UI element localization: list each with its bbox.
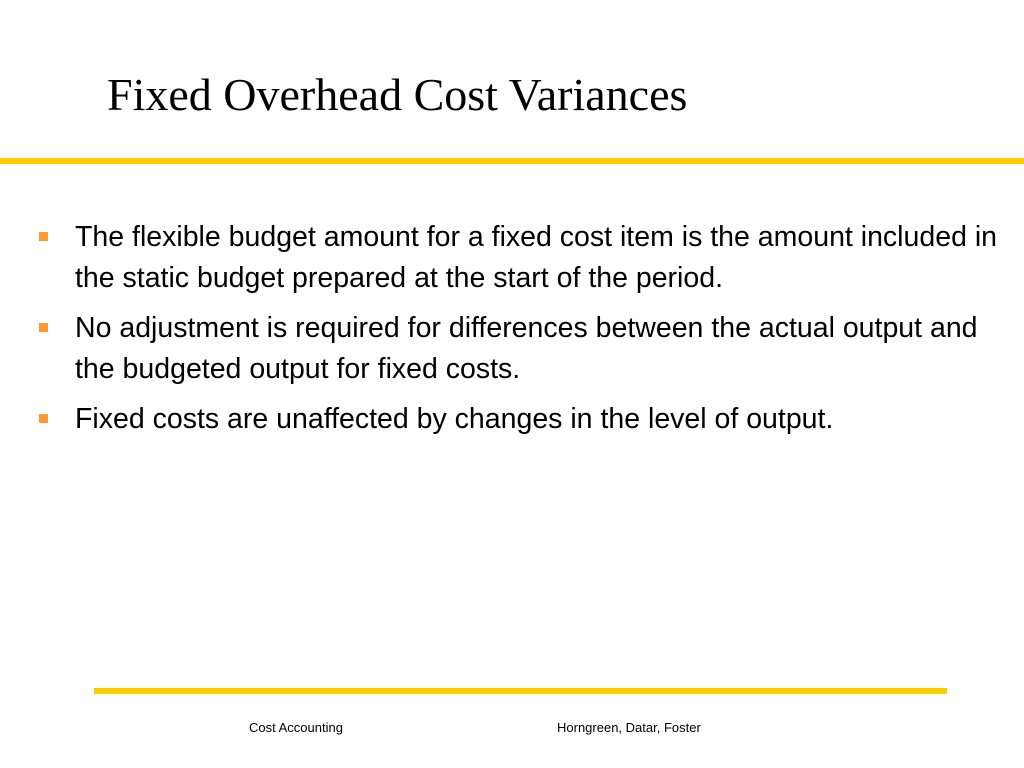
bullet-item	[38, 308, 998, 390]
square-bullet-icon	[39, 232, 48, 241]
footer-authors: Horngreen, Datar, Foster	[557, 720, 701, 735]
bullet-item	[38, 399, 998, 440]
bullet-text: No adjustment is required for differences between the actual output and the budgeted output for fixed costs.	[75, 312, 978, 385]
square-bullet-icon	[39, 414, 48, 423]
bullet-text: Fixed costs are unaffected by changes in the level of output.	[75, 403, 834, 435]
footer-course: Cost Accounting	[249, 720, 343, 735]
bullet-list	[38, 217, 998, 449]
slide-title: Fixed Overhead Cost Variances	[107, 69, 688, 120]
bullet-text: The flexible budget amount for a fixed cost item is the amount included in the static budget prepared at the start of the period.	[75, 221, 998, 294]
footer-divider	[94, 688, 947, 694]
bullet-item	[38, 217, 998, 299]
square-bullet-icon	[39, 323, 48, 332]
title-divider	[0, 158, 1024, 164]
